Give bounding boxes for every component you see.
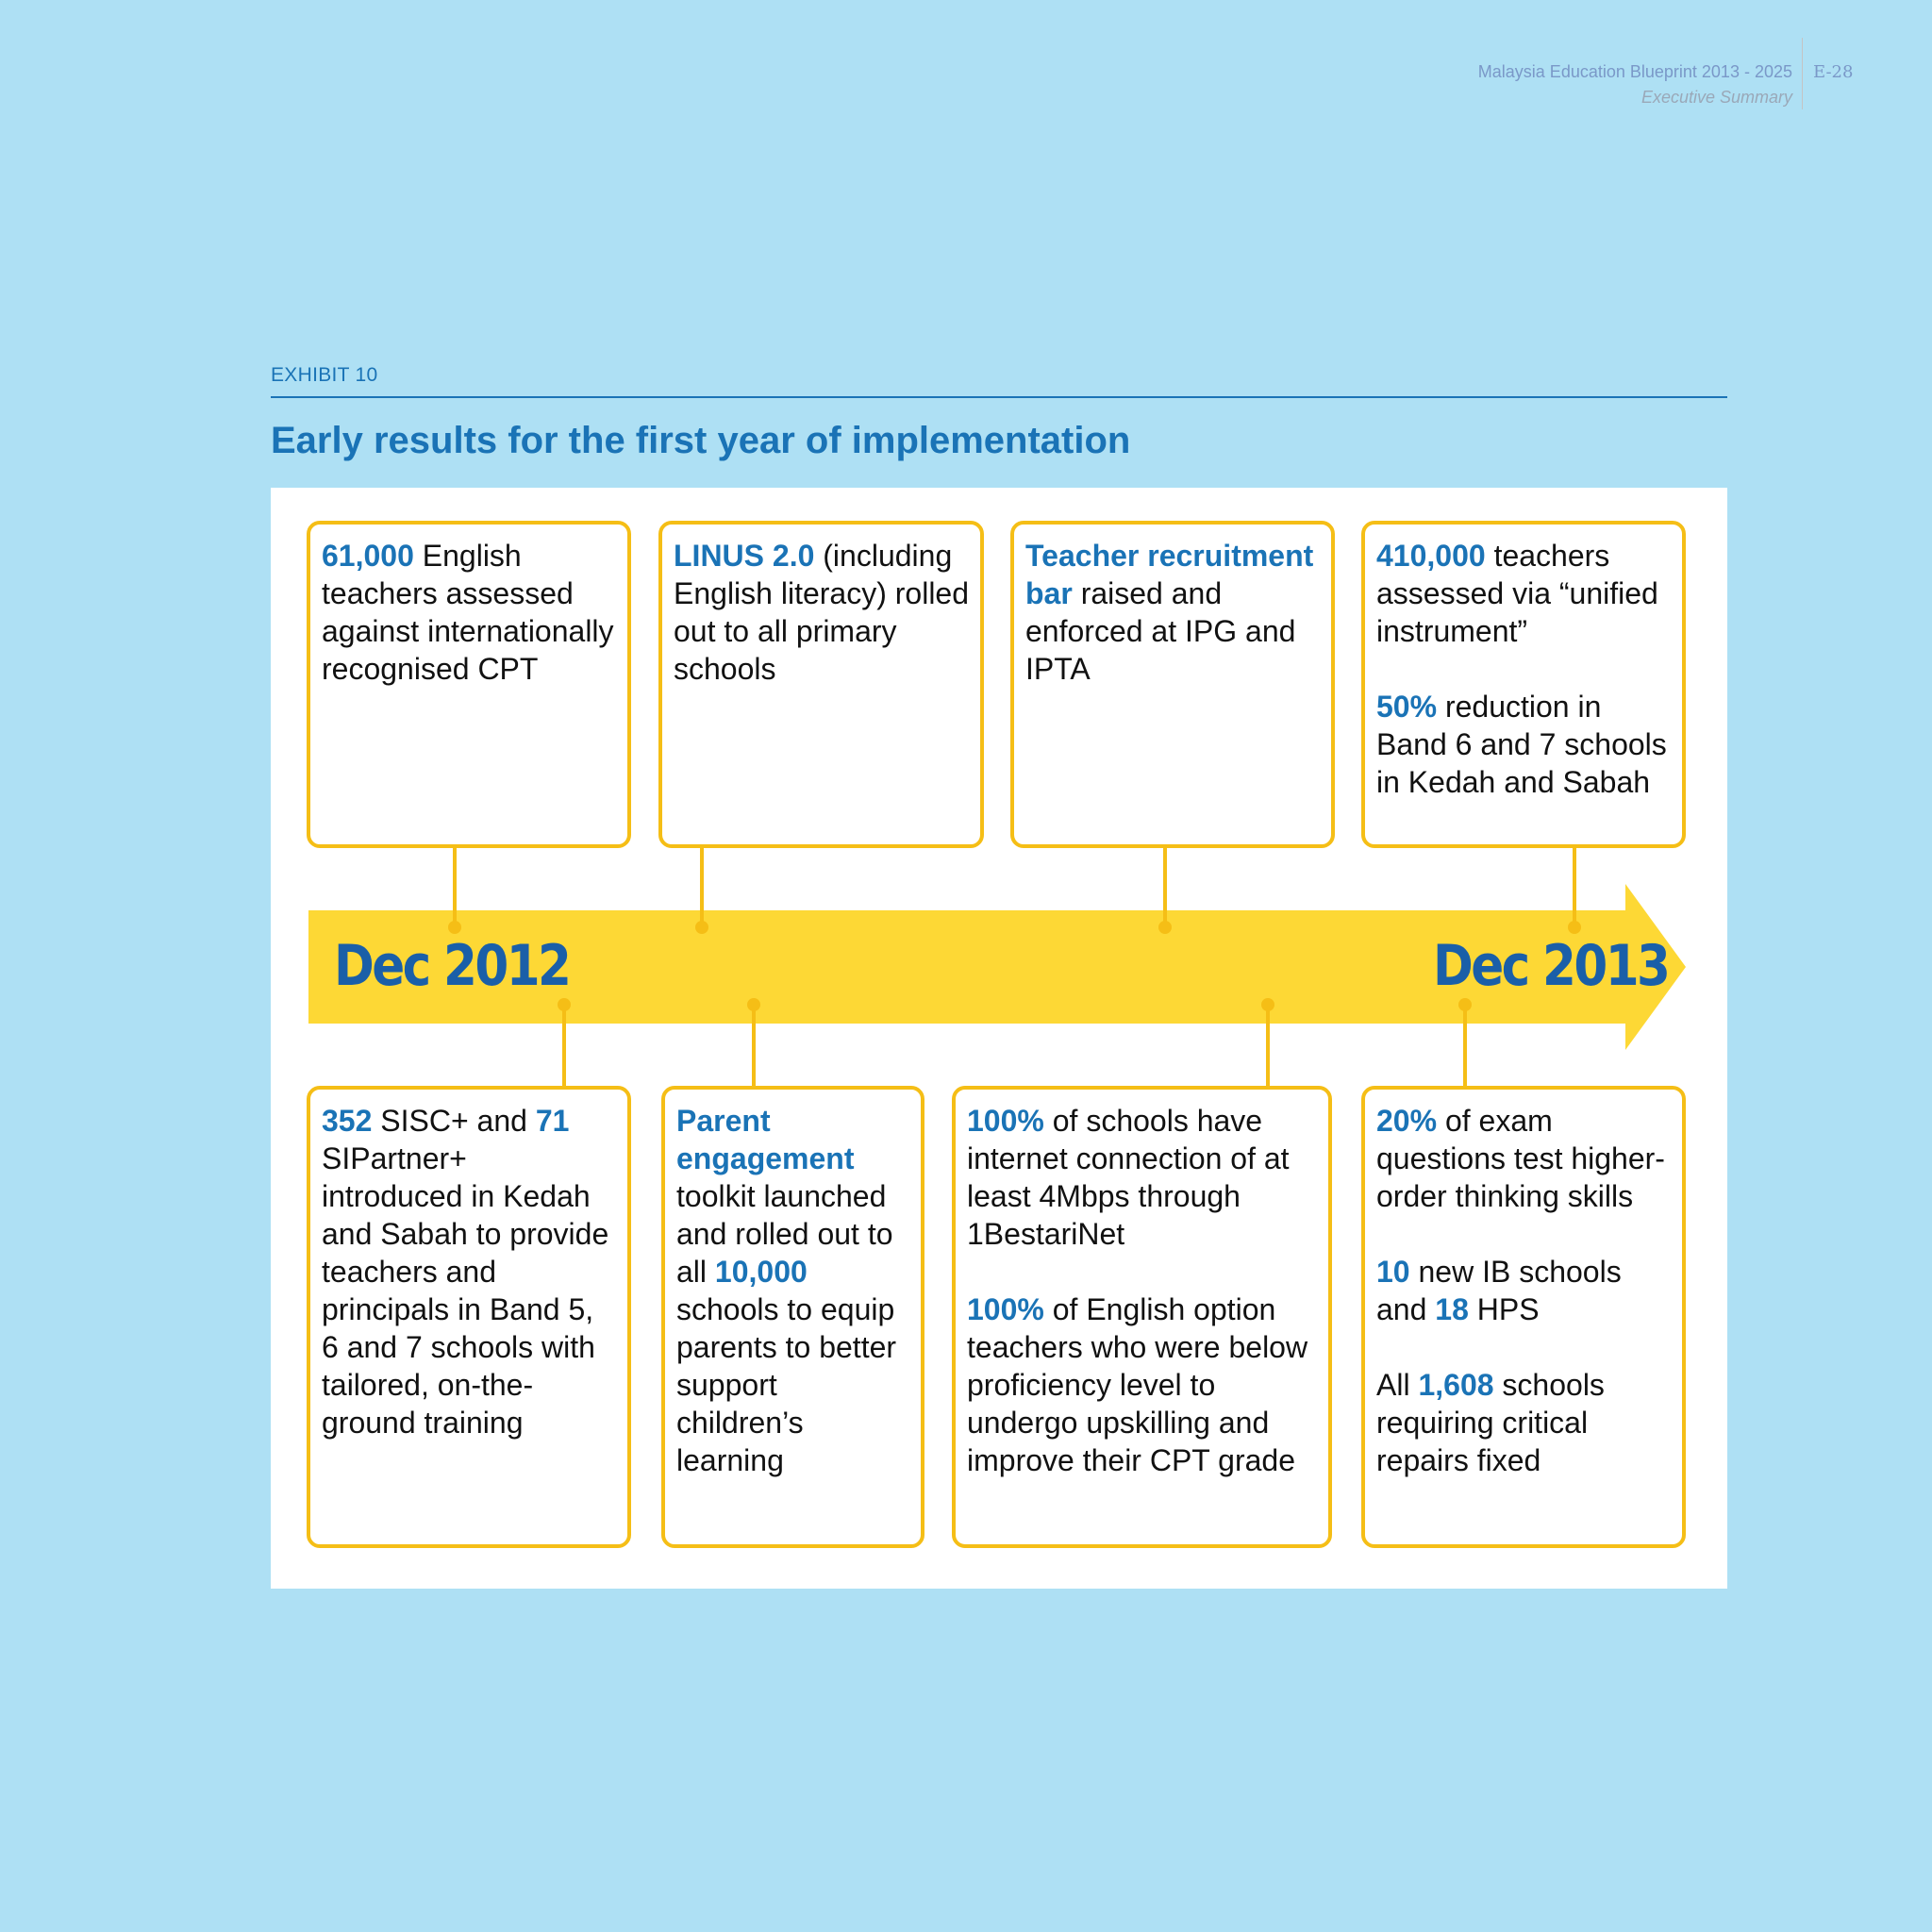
milestone-text [1376,688,1671,801]
highlight-value: 100% [967,1292,1044,1326]
connector-dot-bottom-2 [747,998,760,1011]
connector-dot-bottom-3 [1261,998,1274,1011]
milestone-text [1376,1366,1671,1479]
highlight-value: 410,000 [1376,539,1486,573]
highlight-value: LINUS 2.0 [674,539,815,573]
connector-dot-top-2 [695,921,708,934]
highlight-value: 100% [967,1104,1044,1138]
document-title: Malaysia Education Blueprint 2013 - 2025 [1477,62,1792,81]
milestone-text [1376,1253,1671,1328]
highlight-value: 50% [1376,690,1438,724]
milestone-text [1025,537,1320,688]
milestone-text [322,537,616,688]
milestone-text [967,1102,1317,1253]
highlight-value: Teacher recruitment bar [1025,539,1314,610]
milestone-text [1376,1102,1671,1215]
milestone-box-top-1 [307,521,631,848]
description-text: (including English literacy) rolled out to all primary schools [674,539,970,686]
highlight-value: 18 [1435,1292,1469,1326]
description-text: of English option teachers who were below proficiency level to undergo upskilling and improve their CPT grade [967,1292,1308,1477]
exhibit-label: EXHIBIT 10 [271,364,378,386]
description-text: HPS [1468,1292,1540,1326]
highlight-value: 61,000 [322,539,414,573]
milestone-box-bottom-2 [661,1086,924,1548]
description-text: All [1376,1368,1419,1402]
description-text: reduction in Band 6 and 7 schools in Kedah and Sabah [1376,690,1667,799]
timeline-start-label: Dec 2012 [334,933,570,999]
description-text: schools to equip parents to better support children’s learning [676,1292,897,1477]
milestone-box-top-2 [658,521,984,848]
document-subtitle: Executive Summary [1641,88,1792,107]
milestone-box-bottom-1 [307,1086,631,1548]
milestone-box-bottom-4 [1361,1086,1686,1548]
milestone-text [674,537,969,688]
description-text: new IB schools and [1376,1255,1622,1326]
description-text: teachers assessed via “unified instrument” [1376,539,1658,648]
description-text: raised and enforced at IPG and IPTA [1025,576,1296,686]
timeline-end-label: Dec 2013 [1433,933,1669,999]
exhibit-divider [271,396,1727,398]
milestone-text [1376,537,1671,650]
header-divider [1802,38,1803,109]
highlight-value: 20% [1376,1104,1438,1138]
milestone-text [676,1102,909,1479]
milestone-box-bottom-3 [952,1086,1332,1548]
connector-dot-bottom-4 [1458,998,1472,1011]
milestone-text [967,1291,1317,1479]
description-text: English teachers assessed against internationally recognised CPT [322,539,614,686]
description-text: of exam questions test higher-order thinking skills [1376,1104,1665,1213]
timeline-panel [271,488,1727,1589]
milestone-box-top-4 [1361,521,1686,848]
description-text: SIPartner+ introduced in Kedah and Sabah to provide teachers and principals in Band 5, 6 and 7 schools with tailored, on-the-ground training [322,1141,609,1440]
highlight-value: 71 [535,1104,570,1138]
highlight-value: 10 [1376,1255,1410,1289]
exhibit-title: Early results for the first year of implementation [271,420,1131,461]
highlight-value: 10,000 [714,1255,808,1289]
highlight-value: 1,608 [1418,1368,1494,1402]
connector-dot-top-1 [448,921,461,934]
description-text: of schools have internet connection of at least 4Mbps through 1BestariNet [967,1104,1290,1251]
highlight-value: Parent engagement [676,1104,855,1175]
milestone-text [322,1102,616,1441]
description-text: toolkit launched and rolled out to all [676,1179,893,1289]
connector-dot-top-4 [1568,921,1581,934]
description-text: schools requiring critical repairs fixed [1376,1368,1605,1477]
connector-dot-top-3 [1158,921,1172,934]
description-text: SISC+ and [372,1104,536,1138]
highlight-value: 352 [322,1104,373,1138]
page-number: E-28 [1813,62,1854,82]
connector-dot-bottom-1 [558,998,571,1011]
milestone-box-top-3 [1010,521,1335,848]
